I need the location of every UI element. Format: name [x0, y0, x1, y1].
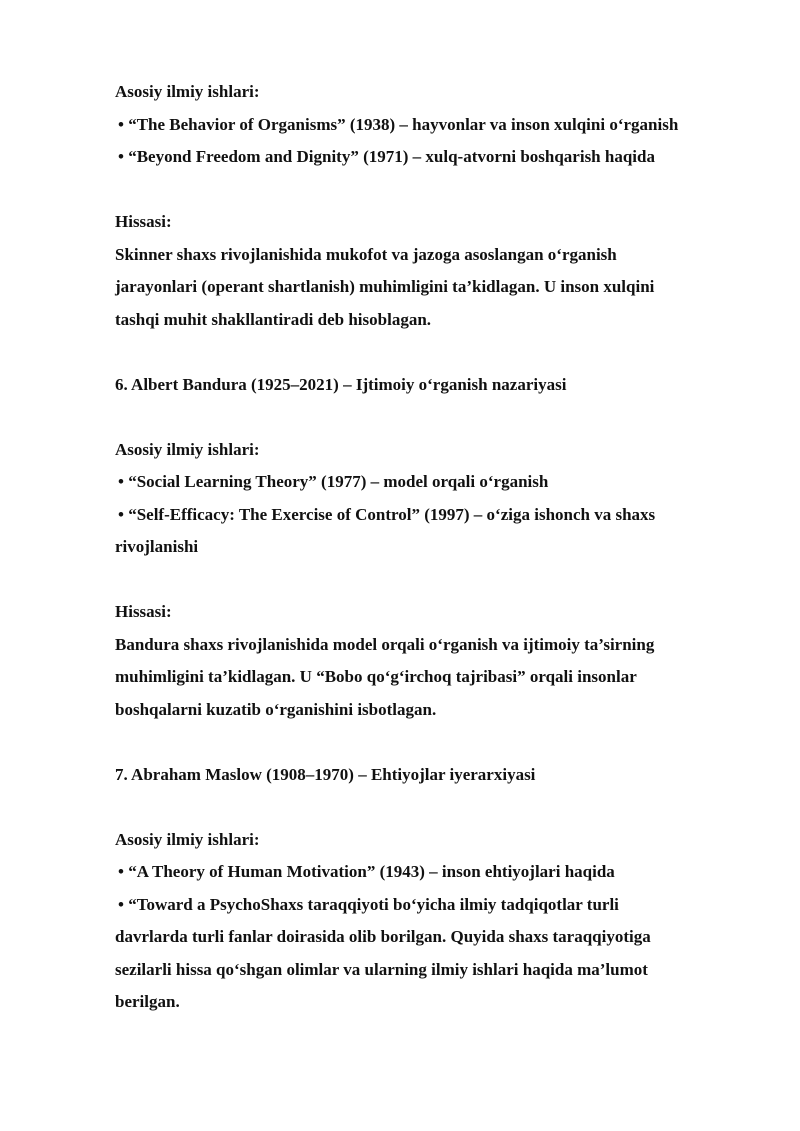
skinner-works-heading: Asosiy ilmiy ishlari: [115, 82, 260, 101]
spacer [115, 791, 745, 824]
maslow-work-2: • “Toward a PsychoShaxs taraqqiyoti bo‘yicha ilmiy tadqiqotlar turli [118, 894, 619, 914]
maslow-work-2-continued-1: davrlarda turli fanlar doirasida olib borilgan. Quyida shaxs taraqqiyotiga [115, 927, 651, 946]
skinner-contribution-heading: Hissasi: [115, 212, 172, 231]
bandura-contribution-heading: Hissasi: [115, 602, 172, 621]
spacer [115, 564, 745, 597]
skinner-contribution-line-3: tashqi muhit shakllantiradi deb hisoblagan. [115, 309, 432, 329]
bandura-contribution-line-3: boshqalarni kuzatib o‘rganishini isbotlagan. [115, 699, 437, 719]
skinner-work-1: • “The Behavior of Organisms” (1938) – hayvonlar va inson xulqini o‘rganish [118, 114, 679, 134]
maslow-work-1: • “A Theory of Human Motivation” (1943) – inson ehtiyojlari haqida [118, 862, 615, 881]
bandura-work-1: • “Social Learning Theory” (1977) – model orqali o‘rganish [118, 472, 549, 491]
bandura-work-2-continued: rivojlanishi [115, 537, 199, 556]
skinner-contribution-line-1: Skinner shaxs rivojlanishida mukofot va jazoga asoslangan o‘rganish [115, 244, 617, 264]
maslow-works-heading: Asosiy ilmiy ishlari: [115, 829, 260, 849]
spacer [115, 401, 745, 434]
bandura-section-title: 6. Albert Bandura (1925–2021) – Ijtimoiy o‘rganish nazariyasi [115, 374, 567, 394]
maslow-work-2-continued-2: sezilarli hissa qo‘shgan olimlar va ularning ilmiy ishlari haqida ma’lumot [115, 959, 648, 979]
spacer [115, 174, 745, 207]
bandura-contribution-line-2: muhimligini ta’kidlagan. U “Bobo qo‘g‘irchoq tajribasi” orqali insonlar [115, 667, 637, 686]
bandura-work-2: • “Self-Efficacy: The Exercise of Control” (1997) – o‘ziga ishonch va shaxs [118, 504, 656, 524]
maslow-section-title: 7. Abraham Maslow (1908–1970) – Ehtiyojlar iyerarxiyasi [115, 764, 536, 784]
skinner-work-2: • “Beyond Freedom and Dignity” (1971) – xulq-atvorni boshqarish haqida [118, 147, 655, 166]
skinner-contribution-line-2: jarayonlari (operant shartlanish) muhimligini ta’kidlagan. U inson xulqini [115, 277, 655, 296]
maslow-work-2-continued-3: berilgan. [115, 992, 180, 1011]
spacer [115, 726, 745, 759]
bandura-works-heading: Asosiy ilmiy ishlari: [115, 439, 260, 459]
bandura-contribution-line-1: Bandura shaxs rivojlanishida model orqali o‘rganish va ijtimoiy ta’sirning [115, 634, 655, 654]
document-page [115, 76, 745, 1019]
spacer [115, 336, 745, 369]
